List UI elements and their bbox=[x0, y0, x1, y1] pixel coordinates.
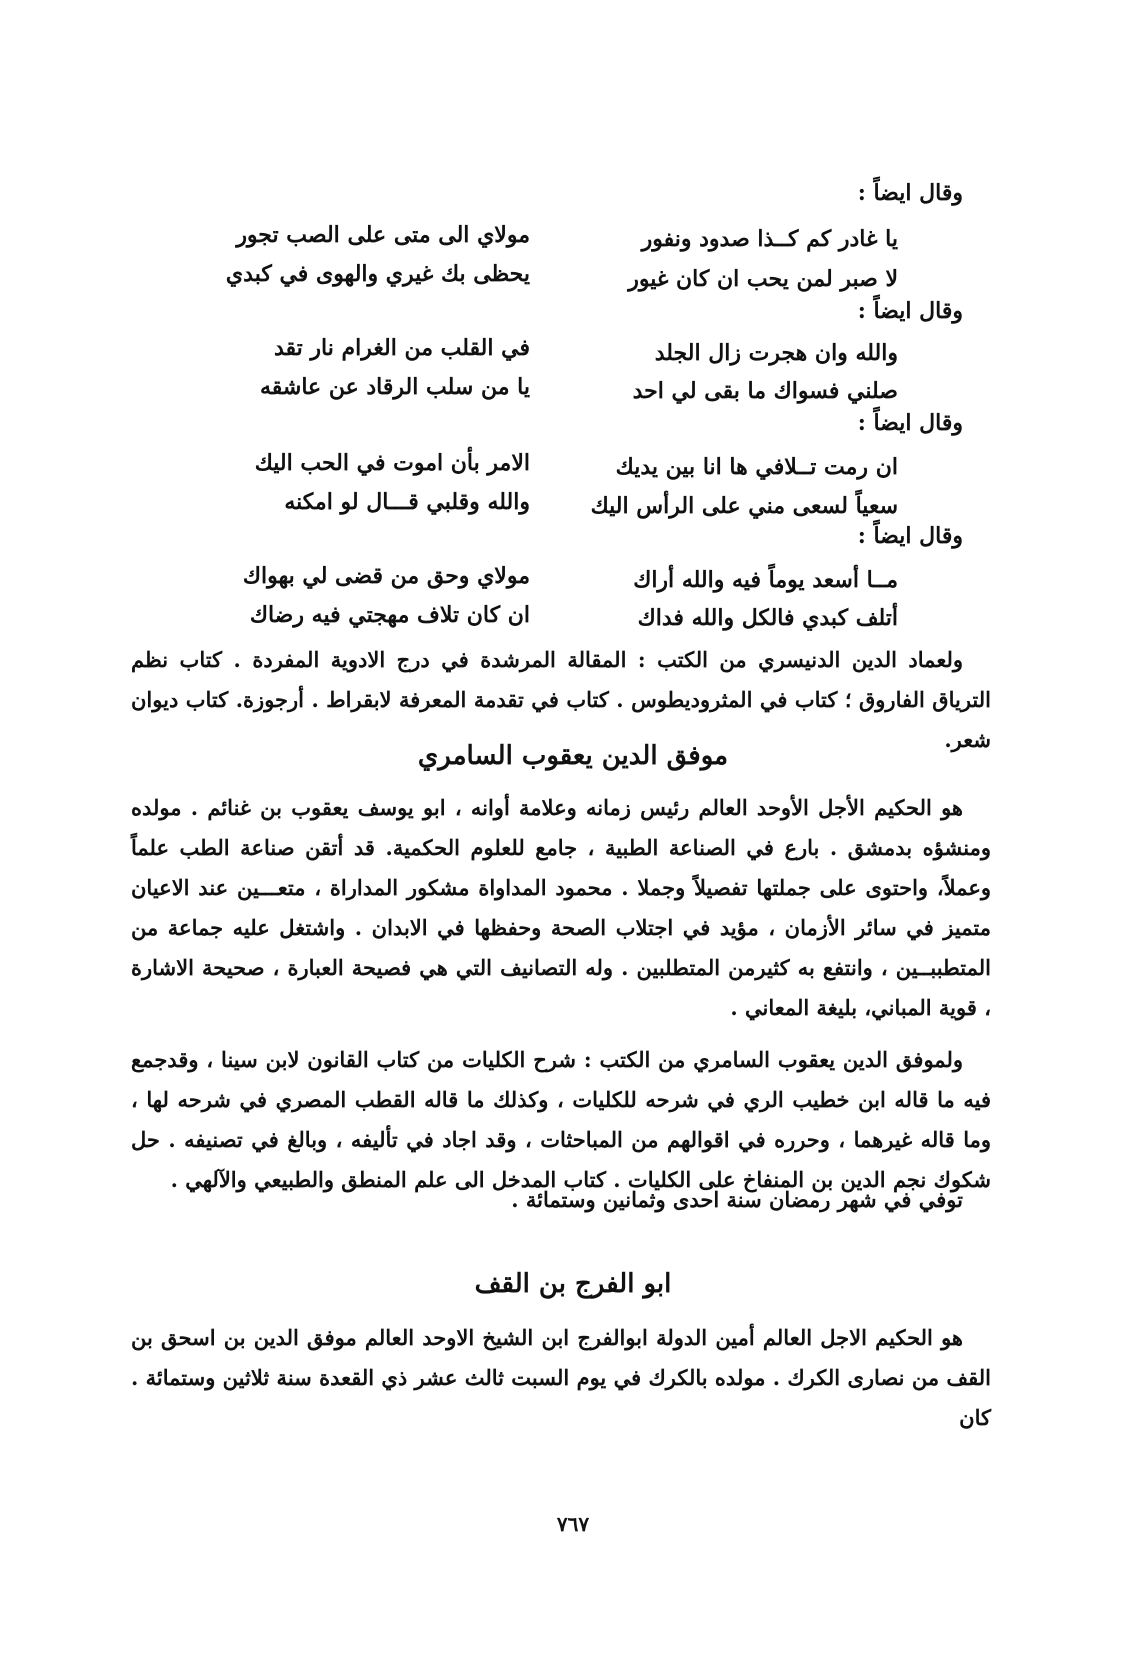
death-text: توفي في شهر رمضان سنة احدى وثمانين وستمائة . bbox=[511, 1187, 963, 1212]
poem-label: وقال ايضاً : bbox=[857, 523, 963, 549]
books-note-text: ولعماد الدين الدنيسري من الكتب : المقالة المرشدة في درج الادوية المفردة . كتاب نظم الترياق الفاروق ؛ كتاب في المثروديطوس . كتاب في تقدمة المعرفة لابقراط . أرجوزة. كتاب ديوان شعر. bbox=[131, 647, 991, 752]
verse-first-hemistich: والله وقلبي قـــال لو امكنه bbox=[284, 489, 530, 515]
verse-second-hemistich: يا غادر كم كــذا صدود ونفور bbox=[641, 226, 898, 252]
verse-second-hemistich: لا صبر لمن يحب ان كان غيور bbox=[628, 266, 898, 292]
verse-first-hemistich: ان كان تلاف مهجتي فيه رضاك bbox=[249, 602, 530, 628]
verse-first-hemistich: الامر بأن اموت في الحب اليك bbox=[254, 450, 530, 476]
verse-first-hemistich: مولاي وحق من قضى لي بهواك bbox=[242, 563, 530, 589]
verse-first-hemistich: يحظى بك غيري والهوى في كبدي bbox=[225, 261, 530, 287]
verse-second-hemistich: مــا أسعد يوماً فيه والله أراك bbox=[633, 567, 898, 593]
works-paragraph bbox=[131, 1040, 991, 1200]
section-title: ابو الفرج بن القف bbox=[474, 1269, 672, 1299]
verse-first-hemistich: في القلب من الغرام نار تقد bbox=[273, 335, 530, 361]
poem-label: وقال ايضاً : bbox=[857, 180, 963, 206]
verse-first-hemistich: يا من سلب الرقاد عن عاشقه bbox=[259, 374, 530, 400]
poem-label: وقال ايضاً : bbox=[857, 410, 963, 436]
section-title: موفق الدين يعقوب السامري bbox=[417, 741, 729, 771]
verse-second-hemistich: صلني فسواك ما بقى لي احد bbox=[632, 378, 898, 404]
poem-label: وقال ايضاً : bbox=[857, 298, 963, 324]
biography-paragraph bbox=[131, 1318, 991, 1438]
verse-second-hemistich: ان رمت تــلافي ها انا بين يديك bbox=[615, 454, 898, 480]
death-note bbox=[131, 1180, 991, 1220]
biography-text: هو الحكيم الأجل الأوحد العالم رئيس زمانه وعلامة أوانه ، ابو يوسف يعقوب بن غنائم . مولده ومنشؤه بدمشق . بارع في الصناعة الطبية ، جامع للعلوم الحكمية. قد أتقن صناعة الطب علماً وعملاً، واحتوى على جملتها تفصيلاً وجملا . محمود المداواة مشكور المداراة ، متعـــين عند الاعيان متميز في سائر الأزمان ، مؤيد في اجتلاب الصحة وحفظها في الابدان . واشتغل عليه جماعة من المتطببــين ، وانتفع به كثيرمن المتطلبين . وله التصانيف التي هي فصيحة العبارة ، صحيحة الاشارة ، قوية المباني، بليغة المعاني . bbox=[131, 795, 991, 1020]
biography-paragraph bbox=[131, 788, 991, 1028]
verse-first-hemistich: مولاي الى متى على الصب تجور bbox=[236, 222, 530, 248]
verse-second-hemistich: والله وان هجرت زال الجلد bbox=[654, 340, 898, 366]
verse-second-hemistich: أتلف كبدي فالكل والله فداك bbox=[637, 605, 898, 631]
works-text: ولموفق الدين يعقوب السامري من الكتب : شرح الكليات من كتاب القانون لابن سينا ، وقدجمع فيه ما قاله ابن خطيب الري في شرحه للكليات ، وكذلك ما قاله القطب المصري في شرحه لها ، وما قاله غيرهما ، وحرره في اقوالهم من المباحثات ، وقد اجاد في تأليفه ، وبالغ في تصنيفه . حل شكوك نجم الدين بن المنفاخ على الكليات . كتاب المدخل الى علم المنطق والطبيعي والآلهي . bbox=[131, 1047, 991, 1192]
verse-second-hemistich: سعياً لسعى مني على الرأس اليك bbox=[590, 493, 898, 519]
biography-text: هو الحكيم الاجل العالم أمين الدولة ابوالفرج ابن الشيخ الاوحد العالم موفق الدين بن اسحق بن القف من نصارى الكرك . مولده بالكرك في يوم السبت ثالث عشر ذي القعدة سنة ثلاثين وستمائة . كان bbox=[131, 1325, 991, 1430]
page-number: ٧٦٧ bbox=[556, 1512, 590, 1536]
